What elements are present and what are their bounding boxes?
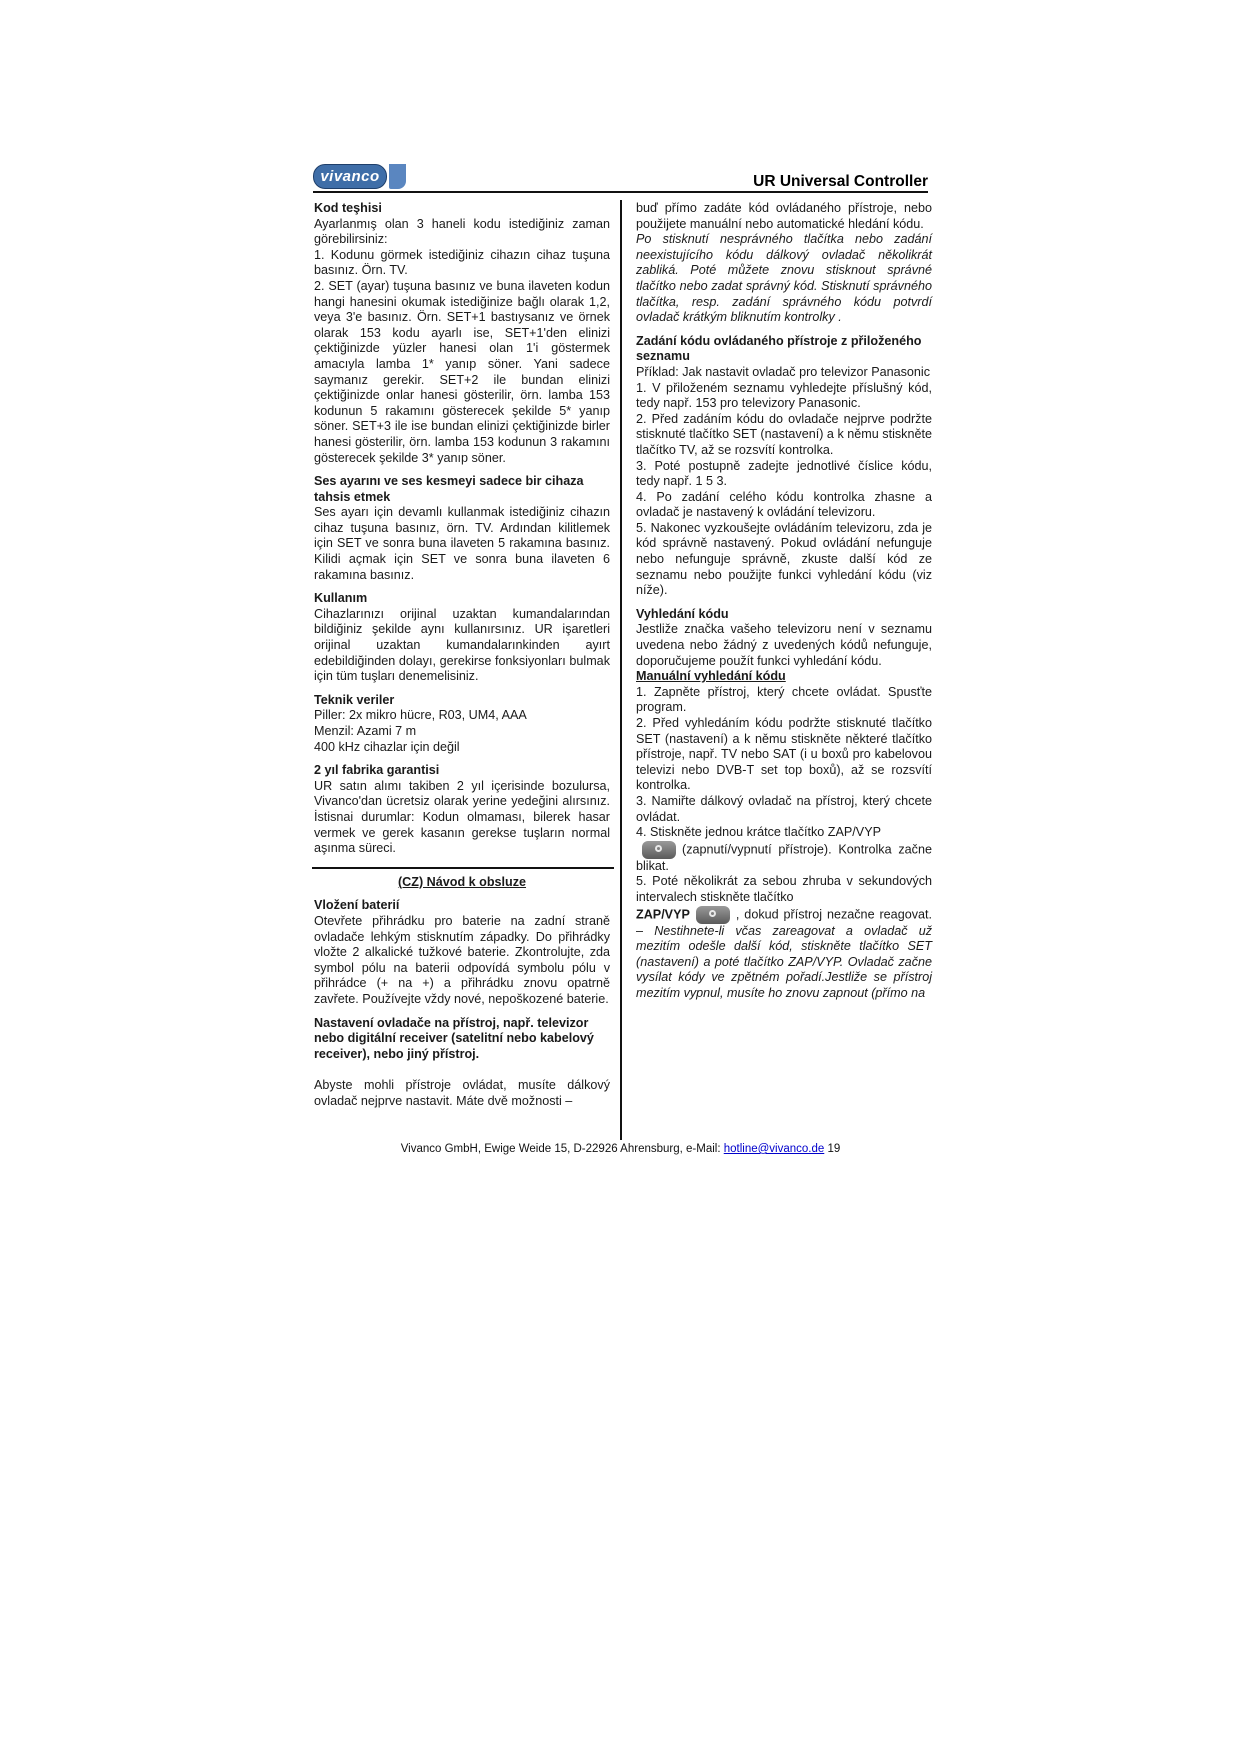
step: 3. Poté postupně zadejte jednotlivé číslice kódu, tedy např. 1 5 3. (636, 458, 932, 489)
step: 2. Před zadáním kódu do ovladače nejprve podržte stisknuté tlačítko SET (nastavení) a k němu stiskněte tlačítko TV, až se rozsvítí kontrolka. (636, 411, 932, 457)
spec-line: Menzil: Azami 7 m (314, 724, 417, 738)
header-title: UR Universal Controller (753, 173, 928, 190)
section-title-manualni-vyhledani: Manuální vyhledání kódu (636, 669, 786, 684)
step: 5. Poté několikrát za sebou zhruba v sekundových intervalech stiskněte tlačítko (636, 874, 932, 904)
section-rule (312, 867, 614, 869)
footer-email-link[interactable]: hotline@vivanco.de (723, 1143, 825, 1155)
logo-tab-shape (389, 164, 406, 189)
spec-line: 400 kHz cihazlar için değil (314, 739, 460, 754)
logo-badge (313, 164, 387, 189)
step-text: (zapnutí/vypnutí přístroje). Kontrolka začne blikat. (636, 842, 932, 873)
header-rule (313, 191, 928, 193)
paragraph: buď přímo zadáte kód ovládaného přístroje, nebo použijete manuální nebo automatické hledání kódu. (636, 201, 932, 231)
step-text-italic: Nestihnete-li včas zareagovat a ovladač už mezitím odešle další kód, stiskněte tlačítko SET (nastavení) a poté tlačítko ZAP/VYP. Ovladač začne vysílat kódy ve zpětném pořadí.Jestliže se přístroj mezitím vypnul, musíte ho znovu zapnout (přímo na (636, 923, 932, 1000)
section-title-teknik-veriler: Teknik veriler (314, 692, 395, 707)
paragraph: Otevřete přihrádku pro baterie na zadní straně ovladače lehkým stisknutím západky. Do přihrádky vložte 2 alkalické tužkové baterie. Zkontrolujte, zda symbol pólu na baterii odpovídá symbolu pólu v přihrádce (+ na +) a přihrádku znovu opatrně zavřete. Používejte vždy nové, nepoškozené baterie. (314, 913, 610, 1006)
section-title-ses-ayari: Ses ayarını ve ses kesmeyi sadece bir cihaza tahsis etmek (314, 474, 584, 504)
cz-section-title: (CZ) Návod k obsluze (397, 874, 527, 889)
footer-address: Vivanco GmbH, Ewige Weide 15, D-22926 Ahrensburg, e-Mail: (400, 1143, 721, 1155)
section-title-vyhledani-kodu: Vyhledání kódu (636, 606, 729, 621)
spec-line: Piller: 2x mikro hücre, R03, UM4, AAA (314, 708, 527, 723)
power-button-icon (642, 841, 676, 859)
step: 3. Namiřte dálkový ovladač na přístroj, který chcete ovládat. (636, 793, 932, 824)
paragraph: Ses ayarı için devamlı kullanmak istediğiniz cihazın cihaz tuşuna basınız, örn. TV. Ardından kilitlemek için SET ve sonra buna ilaveten 5 rakamına basınız. Kilidi açmak için SET ve sonra buna ilaveten 6 rakamına basınız. (314, 505, 610, 582)
paragraph: Abyste mohli přístroje ovládat, musíte dálkový ovladač nejprve nastavit. Máte dvě možnosti – (314, 1078, 610, 1108)
section-title-nastaveni: Nastavení ovladače na přístroj, např. televizor nebo digitální receiver (satelitní nebo kabelový receiver), nebo jiný přístroj. (314, 1015, 594, 1061)
step: 1. Zapněte přístroj, který chcete ovládat. Spusťte program. (636, 684, 932, 715)
section-title-kullanim: Kullanım (314, 591, 368, 606)
step: 2. Před vyhledáním kódu podržte stisknuté tlačítko SET (nastavení) a k němu stiskněte některé tlačítko přístroje, např. TV nebo SAT (i u boxů pro kabelovou televizi nebo DVB-T set top boxů), až se rozsvítí kontrolka. (636, 716, 932, 793)
step-continued (636, 906, 932, 1002)
vivanco-logo (313, 164, 406, 189)
logo-text: vivanco (320, 168, 380, 185)
page-footer (0, 1143, 1241, 1155)
step-text: , dokud přístroj nezačne reagovat. – (636, 906, 932, 938)
page-number: 19 (827, 1143, 841, 1155)
paragraph: UR satın alımı takiben 2 yıl içerisinde bozulursa, Vivanco'dan ücretsiz olarak yerine yedeğini alırsınız. İstisnai durumlar: Kodun olmaması, bilerek hasar vermek ve gerek kasanın gerekse tuşların normal aşınma süreci. (314, 778, 610, 856)
paragraph: Ayarlanmış olan 3 haneli kodu istediğiniz zaman görebilirsiniz: (314, 216, 610, 247)
step: 5. Nakonec vyzkoušejte ovládáním televizoru, zda je kód správně nastavený. Pokud ovládání nefunguje nebo nefunguje správně, zkuste další kód ze seznamu nebo použijte funkci vyhledání kódu (viz níže). (636, 520, 932, 598)
step: 4. Po zadání celého kódu kontrolka zhasne a ovladač je nastavený k ovládání televizoru. (636, 489, 932, 520)
paragraph-italic: Po stisknutí nesprávného tlačítka nebo zadání neexistujícího kódu dálkový ovladač několikrát zabliká. Poté můžete znovu stisknout správné tlačítko nebo zadat správný kód. Stisknutí správného tlačítka, resp. zadání správného kódu potvrdí ovladač krátkým bliknutím kontrolky . (636, 232, 932, 325)
zap-vyp-label: ZAP/VYP (636, 906, 690, 921)
power-button-icon (696, 906, 730, 924)
paragraph: Jestliže značka vašeho televizoru není v seznamu uvedena nebo žádný z uvedených kódů nefunguje, doporučujeme použít funkci vyhledání kódu. (636, 622, 932, 668)
paragraph: Příklad: Jak nastavit ovladač pro televizor Panasonic (636, 364, 931, 379)
right-column (636, 201, 932, 1002)
paragraph: 2. SET (ayar) tuşuna basınız ve buna ilaveten kodun hangi hanesini okumak istediğinize bağlı olarak 1,2, veya 3'e basınız. Örn. SET+1 bastıysanız ve örnek olarak 153 kodu ayarlı ise, SET+1'den elinizi çektiğinizde yüzler hanesi olan 1'i göstermek amacıyla lamba 1* yanıp söner. Yani sadece saymanız gerekir. SET+2 ile bundan elinizi çektiğinizde onlar hanesi gösterilir, örn. lamba 153 kodunun 5 rakamını gösterecek şekilde 5* yanıp söner. SET+3 ile ise bundan elinizi çektiğinizde birler hanesi gösterilir, örn. lamba 153 kodunun 3 rakamını gösterecek şekilde 3* yanıp söner. (314, 278, 610, 465)
step: 1. V přiloženém seznamu vyhledejte příslušný kód, tedy např. 153 pro televizory Panasonic. (636, 380, 932, 411)
section-title-zadani-kodu: Zadání kódu ovládaného přístroje z přiloženého seznamu (636, 333, 922, 364)
left-column (314, 201, 610, 1109)
step: 4. Stiskněte jednou krátce tlačítko ZAP/VYP (636, 825, 882, 840)
step-continued (636, 841, 932, 875)
column-divider (620, 200, 622, 1140)
section-title-vlozeni-baterii: Vložení baterií (314, 898, 400, 913)
section-title-kod-teshisi: Kod teşhisi (314, 201, 382, 215)
paragraph: Cihazlarınızı orijinal uzaktan kumandalarından bildiğiniz şekilde aynı kullanırsınız. UR işaretleri orijinal uzaktan kumandalarınkinden ayırt edebildiğinden dolayı, gerekirse fonksiyonları bulmak için tüm tuşları denemelisiniz. (314, 606, 610, 684)
paragraph: 1. Kodunu görmek istediğiniz cihazın cihaz tuşuna basınız. Örn. TV. (314, 247, 610, 278)
section-title-garanti: 2 yıl fabrika garantisi (314, 763, 440, 778)
